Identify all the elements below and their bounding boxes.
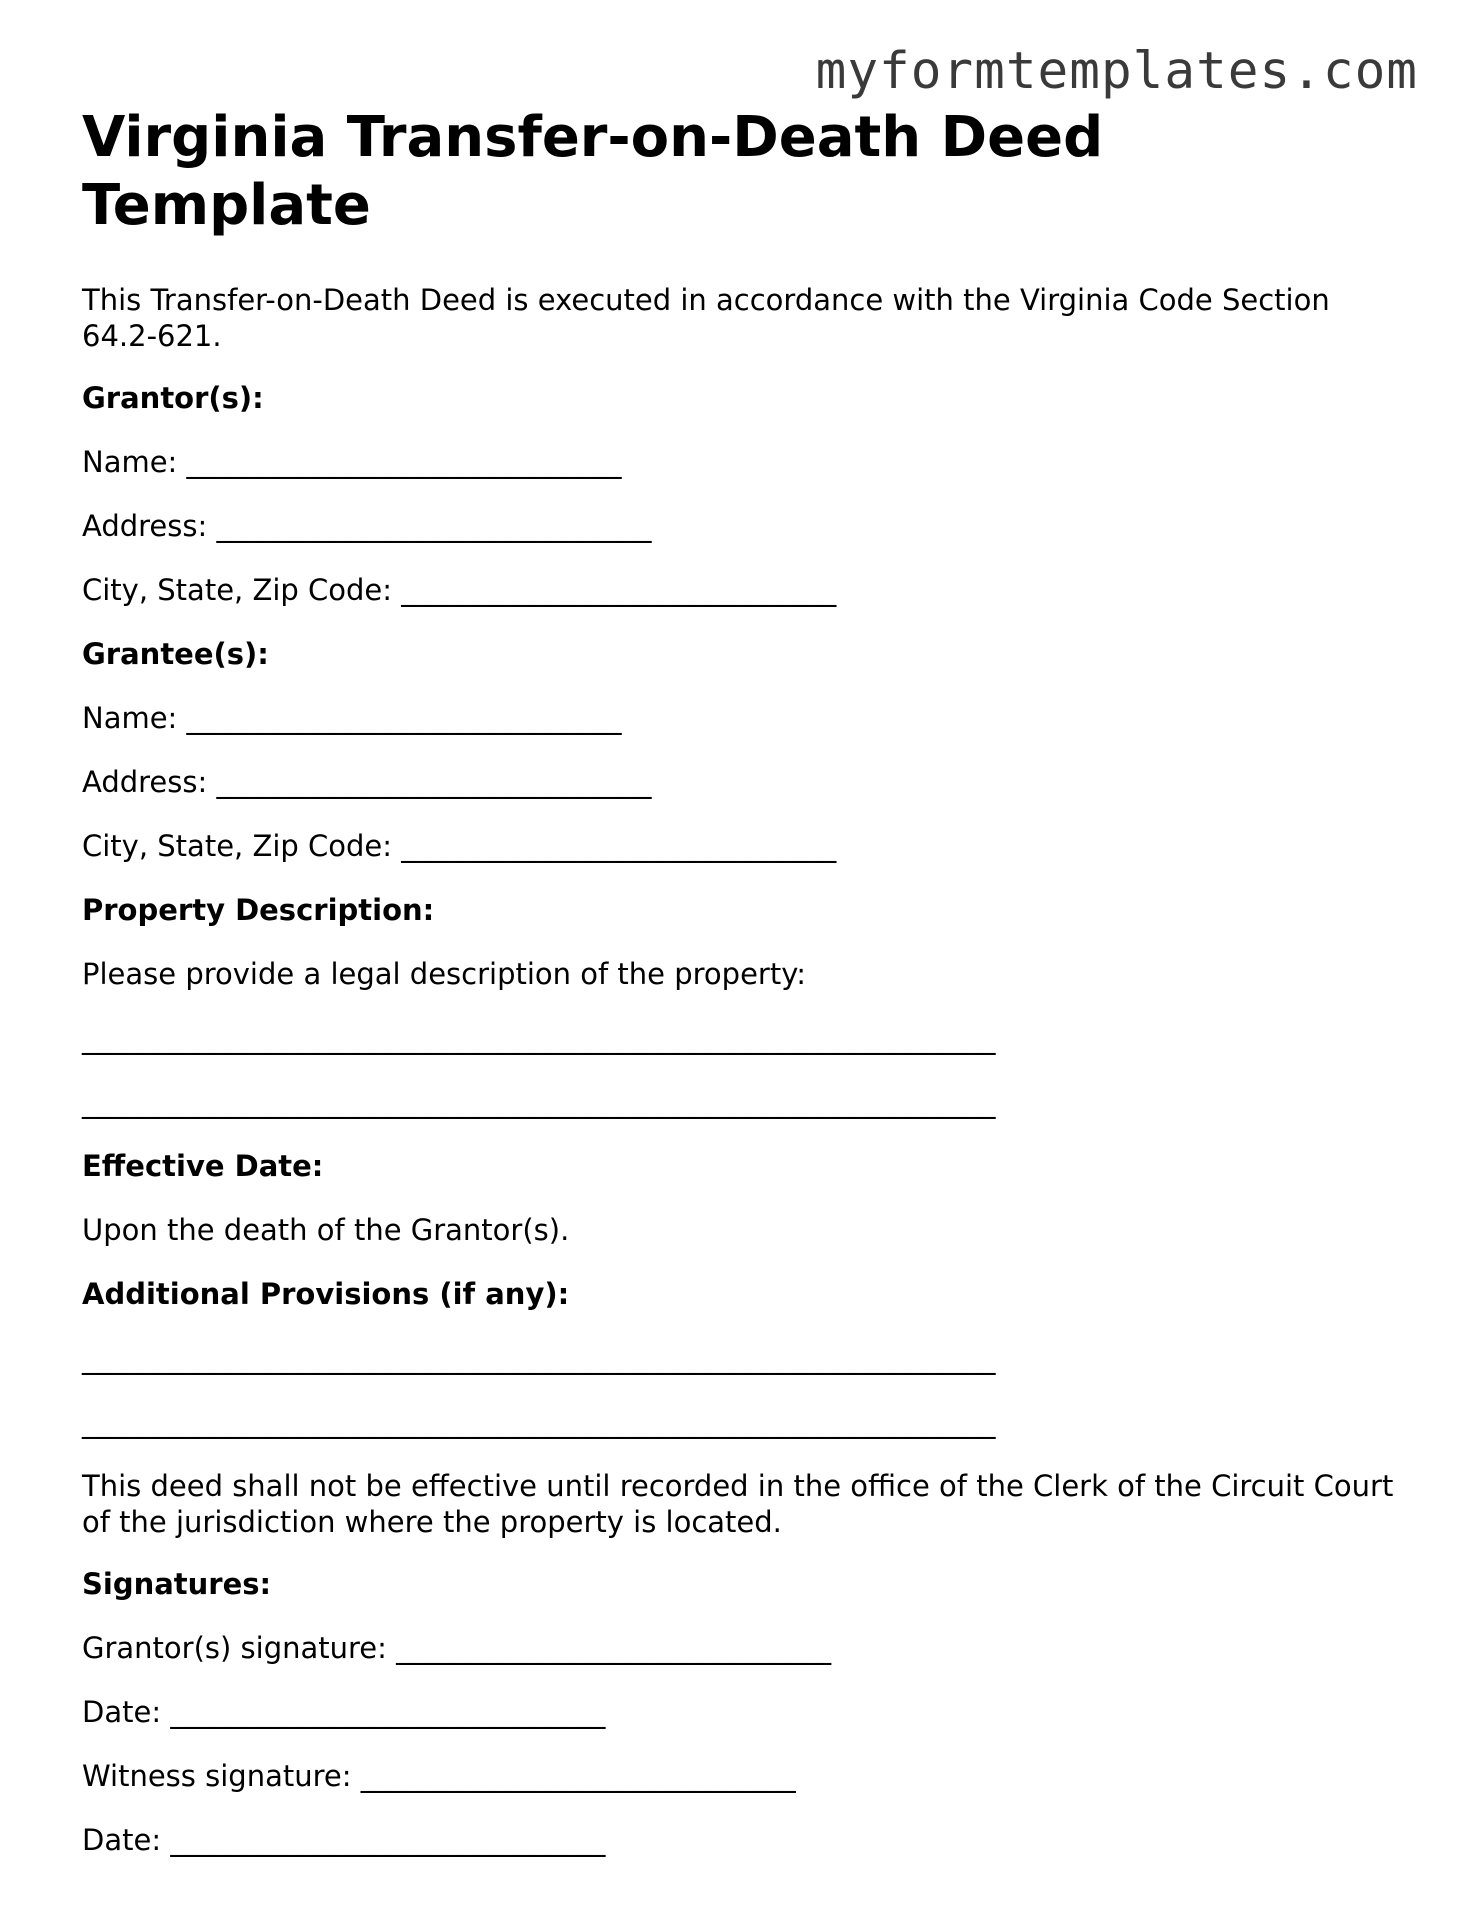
intro-paragraph: This Transfer-on-Death Deed is executed in accordance with the Virginia Code Section 64.2-621. xyxy=(82,283,1330,353)
grantor-date-field[interactable]: ______________________________ xyxy=(170,1695,606,1729)
effective-date-text: Upon the death of the Grantor(s). xyxy=(82,1213,570,1247)
grantee-heading: Grantee(s): xyxy=(82,637,269,671)
recording-note: This deed shall not be effective until recorded in the office of the Clerk of the Circuit Court of the jurisdiction where the property is located. xyxy=(82,1469,1394,1539)
witness-date-row xyxy=(82,1822,605,1858)
property-instruction: Please provide a legal description of the property: xyxy=(82,957,807,991)
grantor-city-row xyxy=(82,572,836,608)
property-description-line-1[interactable]: _______________________________________________________________ xyxy=(82,1021,996,1055)
page-title: Virginia Transfer-on-Death Deed Template xyxy=(82,105,1104,238)
effective-date-heading: Effective Date: xyxy=(82,1149,324,1183)
additional-provisions-line-1[interactable]: _______________________________________________________________ xyxy=(82,1341,996,1375)
grantor-signature-field[interactable]: ______________________________ xyxy=(396,1631,832,1665)
grantee-city-field[interactable]: ______________________________ xyxy=(401,829,837,863)
grantor-name-row xyxy=(82,444,622,480)
grantee-name-row xyxy=(82,700,622,736)
grantor-city-field[interactable]: ______________________________ xyxy=(401,573,837,607)
grantor-address-field[interactable]: ______________________________ xyxy=(216,509,652,543)
grantor-signature-label: Grantor(s) signature: xyxy=(82,1631,387,1665)
grantor-signature-row xyxy=(82,1630,831,1666)
witness-signature-field[interactable]: ______________________________ xyxy=(360,1759,796,1793)
grantor-date-label: Date: xyxy=(82,1695,162,1729)
witness-date-field[interactable]: ______________________________ xyxy=(170,1823,606,1857)
property-heading: Property Description: xyxy=(82,893,435,927)
grantor-date-row xyxy=(82,1694,605,1730)
signatures-heading: Signatures: xyxy=(82,1567,272,1601)
grantee-city-row xyxy=(82,828,836,864)
grantee-city-label: City, State, Zip Code: xyxy=(82,829,393,863)
property-description-line-2[interactable]: _______________________________________________________________ xyxy=(82,1085,996,1119)
grantee-address-field[interactable]: ______________________________ xyxy=(216,765,652,799)
grantor-name-label: Name: xyxy=(82,445,178,479)
grantee-name-label: Name: xyxy=(82,701,178,735)
additional-provisions-line-2[interactable]: _______________________________________________________________ xyxy=(82,1405,996,1439)
grantor-heading: Grantor(s): xyxy=(82,381,264,415)
grantor-address-row xyxy=(82,508,651,544)
grantee-address-row xyxy=(82,764,651,800)
grantor-name-field[interactable]: ______________________________ xyxy=(186,445,622,479)
site-watermark: myformtemplates.com xyxy=(815,42,1418,101)
grantor-city-label: City, State, Zip Code: xyxy=(82,573,393,607)
witness-signature-label: Witness signature: xyxy=(82,1759,352,1793)
grantee-address-label: Address: xyxy=(82,765,208,799)
witness-signature-row xyxy=(82,1758,796,1794)
grantor-address-label: Address: xyxy=(82,509,208,543)
witness-date-label: Date: xyxy=(82,1823,162,1857)
additional-provisions-heading: Additional Provisions (if any): xyxy=(82,1277,570,1311)
grantee-name-field[interactable]: ______________________________ xyxy=(186,701,622,735)
